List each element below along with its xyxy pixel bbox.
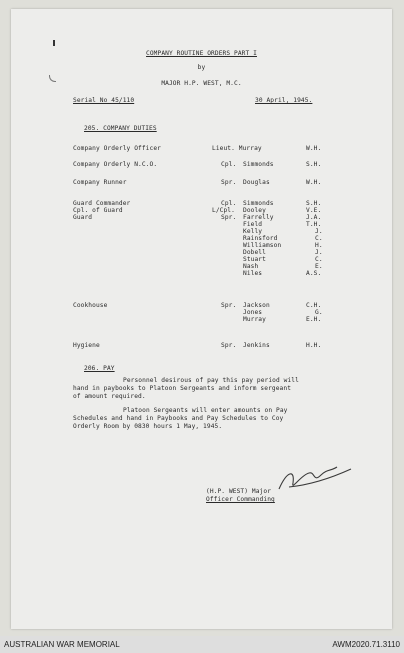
hygiene-name: Jenkins (243, 342, 270, 349)
guard-rank: L/Cpl. (212, 207, 235, 214)
guard-initials: T.H. (306, 221, 322, 228)
archive-footer (0, 636, 404, 653)
signature-title: Officer Commanding (206, 496, 275, 503)
duty-name: Douglas (243, 179, 270, 186)
pay-paragraph-line: Personnel desirous of pay this pay period will (123, 377, 299, 384)
guard-rank: Spr. (221, 214, 237, 221)
guard-name: Simmonds (243, 200, 274, 207)
cookhouse-role: Cookhouse (73, 302, 108, 309)
guard-initials: E. (315, 263, 323, 270)
duty-role: Company Orderly Officer (73, 145, 161, 152)
cookhouse-initials: G. (315, 309, 323, 316)
guard-name: Field (243, 221, 263, 228)
guard-initials: C. (315, 256, 323, 263)
guard-name: Rainsford (243, 235, 278, 242)
orders-officer: MAJOR H.P. WEST, M.C. (161, 80, 242, 87)
cookhouse-initials: C.H. (306, 302, 322, 309)
duty-role: Company Orderly N.C.O. (73, 161, 158, 168)
section-205-heading: 205. COMPANY DUTIES (84, 125, 157, 132)
guard-name: Kelly (243, 228, 263, 235)
hygiene-initials: H.H. (306, 342, 322, 349)
guard-initials: C. (315, 235, 323, 242)
pay-paragraph-line: Platoon Sergeants will enter amounts on Pay (123, 407, 288, 414)
guard-name: Stuart (243, 256, 266, 263)
guard-initials: A.S. (306, 270, 322, 277)
duty-initials: W.H. (306, 179, 322, 186)
cookhouse-rank: Spr. (221, 302, 237, 309)
duty-rank: Cpl. (221, 161, 237, 168)
guard-name: Niles (243, 270, 263, 277)
hygiene-rank: Spr. (221, 342, 237, 349)
signature-name: (H.P. WEST) Major (206, 488, 272, 495)
cookhouse-name: Murray (243, 316, 266, 323)
guard-initials: H. (315, 242, 323, 249)
cookhouse-name: Jones (243, 309, 263, 316)
section-206-heading: 206. PAY (84, 365, 115, 372)
duty-rank: Spr. (221, 179, 237, 186)
guard-rank: Cpl. (221, 200, 237, 207)
handwritten-signature (269, 461, 359, 495)
guard-initials: V.E. (306, 207, 322, 214)
guard-name: Nash (243, 263, 259, 270)
duty-initials: W.H. (306, 145, 322, 152)
serial-number: Serial No 45/110 (73, 97, 135, 104)
guard-initials: S.H. (306, 200, 322, 207)
pay-paragraph-line: hand in paybooks to Platoon Sergeants and inform sergeant (73, 385, 292, 392)
orders-title: COMPANY ROUTINE ORDERS PART I (146, 50, 257, 57)
guard-initials: J. (315, 249, 323, 256)
guard-role: Guard (73, 214, 93, 221)
duty-role: Company Runner (73, 179, 127, 186)
pay-paragraph-line: Schedules and hand in Paybooks and Pay Schedules to Coy (73, 415, 284, 422)
guard-name: Williamson (243, 242, 282, 249)
duty-rank: Lieut. Murray (212, 145, 262, 152)
orders-by: by (197, 64, 206, 71)
guard-initials: J.A. (306, 214, 322, 221)
guard-name: Dobell (243, 249, 266, 256)
guard-role: Guard Commander (73, 200, 131, 207)
archive-name: AUSTRALIAN WAR MEMORIAL (4, 640, 120, 649)
guard-name: Dooley (243, 207, 266, 214)
hygiene-role: Hygiene (73, 342, 100, 349)
guard-role: Cpl. of Guard (73, 207, 123, 214)
pay-paragraph-line: of amount required. (73, 393, 146, 400)
duty-initials: S.H. (306, 161, 322, 168)
cookhouse-name: Jackson (243, 302, 270, 309)
document-page (11, 9, 392, 629)
staple-mark (53, 40, 55, 46)
duty-name: Simmonds (243, 161, 274, 168)
pay-paragraph-line: Orderly Room by 0830 hours 1 May, 1945. (73, 423, 223, 430)
archive-reference: AWM2020.71.3110 (332, 640, 400, 649)
cookhouse-initials: E.H. (306, 316, 322, 323)
guard-name: Farrelly (243, 214, 274, 221)
order-date: 30 April, 1945. (255, 97, 313, 104)
guard-initials: J. (315, 228, 323, 235)
